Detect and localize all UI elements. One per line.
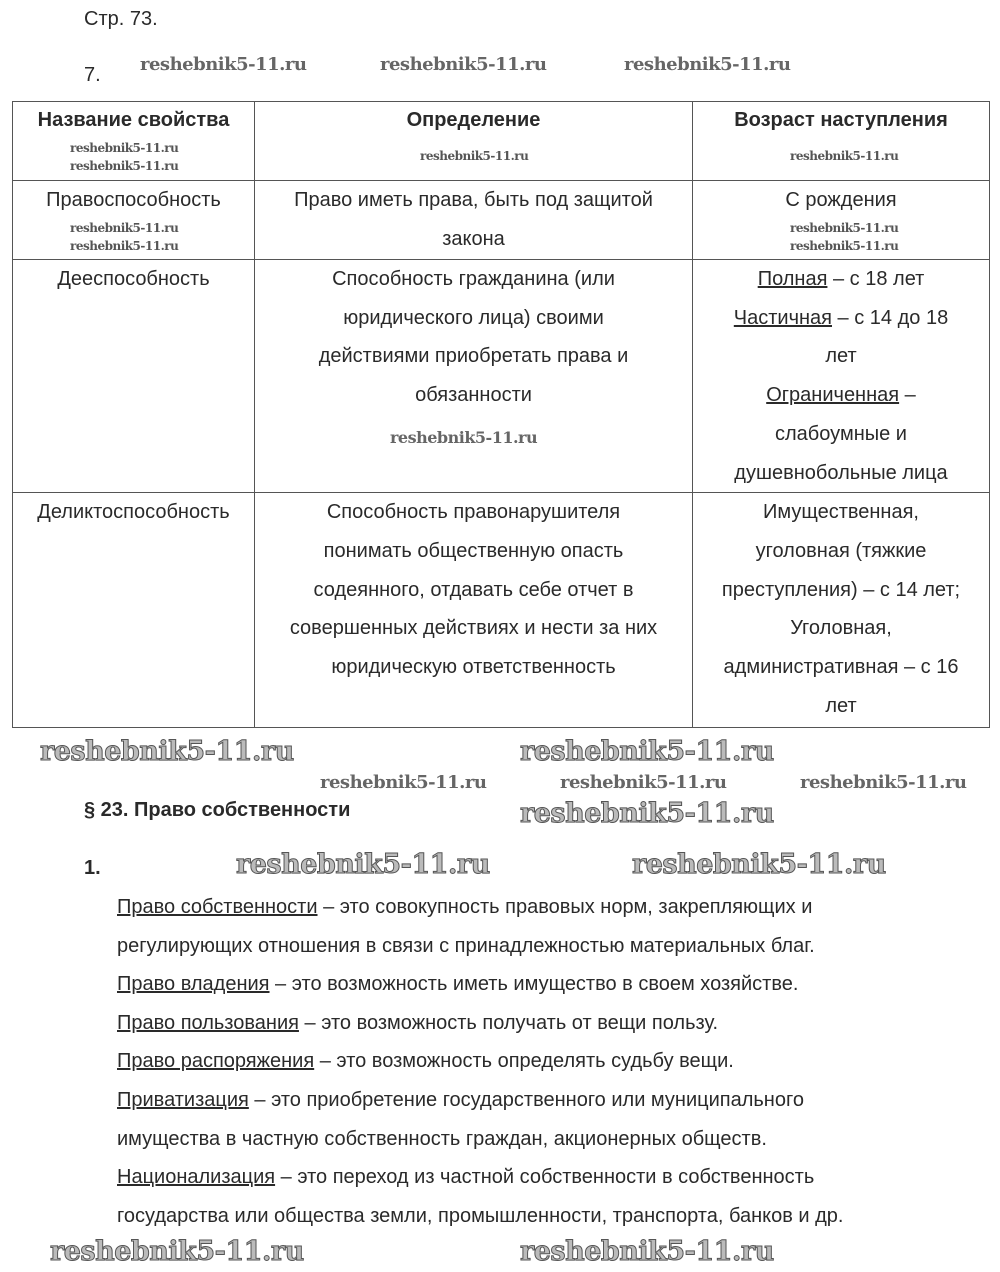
watermark: reshebnik5-11.ru [800, 772, 967, 793]
text-line [259, 299, 688, 338]
cell-definition [255, 181, 693, 260]
watermark: reshebnik5-11.ru [790, 239, 899, 253]
underlined-term: Полная [757, 268, 828, 290]
header-text: Название свойства [37, 109, 230, 131]
line-text: совершенных действиях и нести за них [289, 617, 658, 640]
watermark: reshebnik5-11.ru [70, 159, 179, 173]
watermark: reshebnik5-11.ru [790, 221, 899, 235]
line-text: административная – с 16 [723, 656, 959, 679]
watermark: reshebnik5-11.ru [560, 772, 727, 793]
text-line [697, 181, 985, 220]
table-row [13, 493, 990, 728]
line-text: Уголовная, [790, 617, 892, 640]
line-text: лет [825, 694, 857, 717]
properties-table [12, 101, 990, 728]
line-text: действиями приобретать права и [318, 345, 629, 368]
line-text: – это совокупность правовых норм, закрепляющих и [317, 896, 813, 918]
watermark: reshebnik5-11.ru [520, 736, 774, 767]
header-text: Определение [406, 109, 541, 131]
header-age [693, 102, 990, 181]
underlined-term: Частичная [733, 306, 832, 329]
watermark: reshebnik5-11.ru [520, 1236, 774, 1267]
underlined-term: Национализация [117, 1166, 276, 1189]
line-text: содеянного, отдавать себе отчет в [313, 578, 634, 601]
watermark: reshebnik5-11.ru [70, 239, 179, 253]
line-text: – это возможность иметь имущество в своем хозяйстве. [269, 973, 799, 996]
text-line [259, 648, 688, 687]
watermark: reshebnik5-11.ru [420, 149, 529, 163]
line-text: юридического лица) своими [343, 306, 604, 329]
text-line [117, 888, 843, 927]
cell-age [693, 260, 990, 493]
underlined-term: Право пользования [117, 1011, 299, 1034]
task-number: 7. [84, 64, 101, 86]
header-definition [255, 102, 693, 181]
line-text: Имущественная, [763, 501, 919, 524]
cell-property [13, 493, 255, 728]
line-text: Деликтоспособность [37, 501, 230, 524]
text-line [259, 493, 688, 532]
line-text: душевнобольные лица [734, 461, 948, 484]
definitions-paragraph [117, 888, 843, 1235]
watermark: reshebnik5-11.ru [380, 54, 547, 75]
text-line [117, 1197, 843, 1236]
watermark: reshebnik5-11.ru [40, 736, 294, 767]
line-text: уголовная (тяжкие [755, 539, 927, 562]
text-line [697, 260, 985, 299]
text-line [259, 337, 688, 376]
watermark: reshebnik5-11.ru [390, 428, 538, 447]
line-text: Право иметь права, быть под защитой [294, 189, 653, 211]
text-line [259, 220, 688, 259]
watermark: reshebnik5-11.ru [632, 849, 886, 880]
line-text: Способность правонарушителя [326, 501, 621, 524]
line-text: Правоспособность [46, 189, 221, 211]
underlined-term: Приватизация [117, 1088, 249, 1111]
line-text: Дееспособность [57, 268, 210, 290]
text-line [697, 687, 985, 726]
underlined-term: Право распоряжения [117, 1050, 315, 1073]
cell-definition [255, 493, 693, 728]
text-line [259, 376, 688, 415]
text-line [697, 571, 985, 610]
line-text: закона [442, 227, 505, 250]
text-line [17, 181, 250, 220]
text-line [697, 337, 985, 376]
watermark: reshebnik5-11.ru [70, 141, 179, 155]
text-line [17, 260, 250, 299]
text-line [259, 571, 688, 610]
cell-age [693, 493, 990, 728]
watermark: reshebnik5-11.ru [236, 849, 490, 880]
header-text: Возраст наступления [734, 109, 948, 131]
line-text: юридическую ответственность [331, 656, 616, 679]
text-line [259, 260, 688, 299]
table-row [13, 260, 990, 493]
line-text: государства или общества земли, промышленности, транспорта, банков и др. [117, 1204, 844, 1227]
text-line [697, 376, 985, 415]
text-line [697, 299, 985, 338]
line-text: – это возможность определять судьбу вещи. [314, 1050, 734, 1073]
line-text: понимать общественную опасть [323, 539, 624, 562]
text-line [17, 493, 250, 532]
cell-property [13, 260, 255, 493]
underlined-term: Право собственности [117, 896, 318, 918]
watermark: reshebnik5-11.ru [520, 798, 774, 829]
watermark: reshebnik5-11.ru [70, 221, 179, 235]
text-line [697, 454, 985, 493]
section-title: § 23. Право собственности [84, 799, 351, 821]
line-text: – [899, 384, 916, 407]
line-text: Способность гражданина (или [332, 268, 615, 290]
text-line [697, 648, 985, 687]
text-line [259, 181, 688, 220]
text-line [697, 493, 985, 532]
line-text: лет [825, 345, 857, 368]
line-text: – это переход из частной собственности в собственность [275, 1166, 815, 1189]
watermark: reshebnik5-11.ru [140, 54, 307, 75]
line-text: слабоумные и [775, 422, 907, 445]
text-line [117, 1081, 843, 1120]
watermark: reshebnik5-11.ru [624, 54, 791, 75]
line-text: преступления) – с 14 лет; [721, 578, 961, 601]
underlined-term: Право владения [117, 973, 270, 996]
text-line [259, 532, 688, 571]
text-line [117, 1120, 843, 1159]
line-text: имущества в частную собственность граждан, акционерных обществ. [117, 1127, 767, 1150]
cell-definition [255, 260, 693, 493]
line-text: – это возможность получать от вещи пользу. [298, 1011, 719, 1034]
underlined-term: Ограниченная [766, 384, 900, 407]
line-text: – с 14 до 18 [832, 306, 949, 329]
line-text: С рождения [785, 189, 897, 211]
text-line [117, 1042, 843, 1081]
text-line [117, 965, 843, 1004]
text-line [697, 532, 985, 571]
line-text: – это приобретение государственного или муниципального [248, 1088, 804, 1111]
text-line [259, 609, 688, 648]
watermark: reshebnik5-11.ru [790, 149, 899, 163]
text-line [117, 1158, 843, 1197]
text-line [697, 415, 985, 454]
text-line [117, 927, 843, 966]
watermark: reshebnik5-11.ru [320, 772, 487, 793]
exercise-number: 1. [84, 857, 101, 879]
watermark: reshebnik5-11.ru [50, 1236, 304, 1267]
line-text: регулирующих отношения в связи с принадлежностью материальных благ. [117, 934, 815, 957]
page-label: Стр. 73. [84, 8, 158, 30]
text-line [117, 1004, 843, 1043]
text-line [697, 609, 985, 648]
line-text: – с 18 лет [827, 268, 925, 290]
line-text: обязанности [415, 384, 532, 407]
